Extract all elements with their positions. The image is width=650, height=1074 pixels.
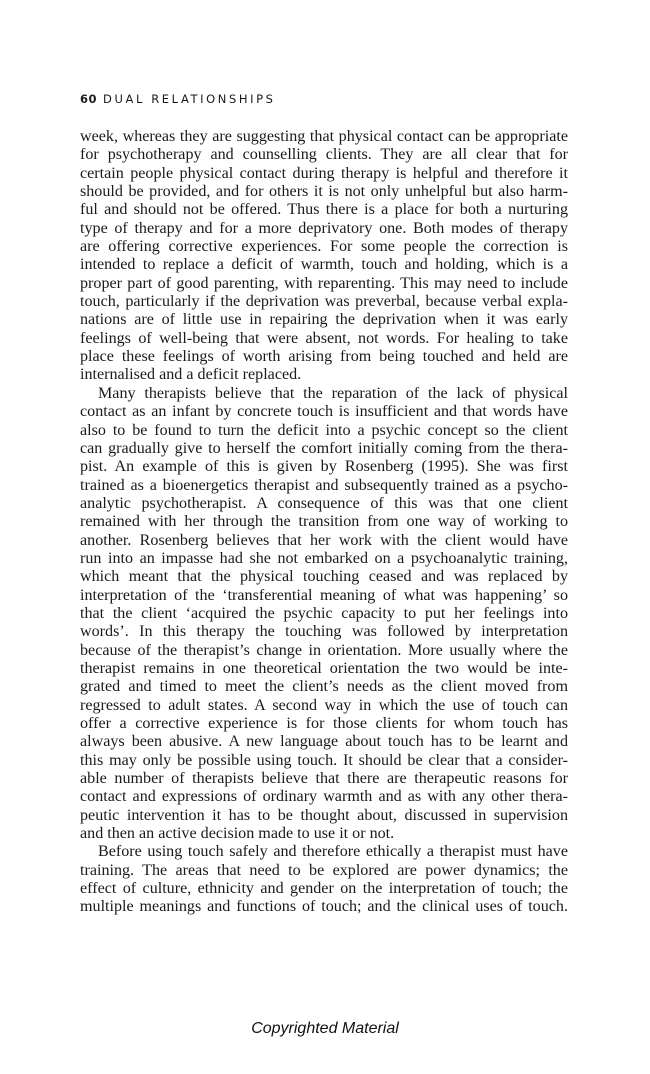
text-line: for psychotherapy and counselling clients. They are all clear that for (80, 146, 568, 164)
text-line: ful and should not be offered. Thus there is a place for both a nurturing (80, 201, 568, 219)
text-line: can gradually give to herself the comfort initially coming from the thera- (80, 439, 568, 457)
text-line: regressed to adult states. A second way in which the use of touch can (80, 696, 568, 714)
text-line: multiple meanings and functions of touch; and the clinical uses of touch. (80, 898, 568, 916)
text-line: week, whereas they are suggesting that physical contact can be appropriate (80, 128, 568, 145)
text-line: pist. An example of this is given by Rosenberg (1995). She was first (80, 458, 568, 476)
text-line: able number of therapists believe that there are therapeutic reasons for (80, 770, 568, 788)
text-line: remained with her through the transition from one way of working to (80, 513, 568, 531)
text-line: place these feelings of worth arising from being touched and held are (80, 348, 568, 366)
text-line: also to be found to turn the deficit into a psychic concept so the client (80, 421, 568, 439)
text-line: should be provided, and for others it is not only unhelpful but also harm- (80, 183, 568, 201)
text-line: certain people physical contact during therapy is helpful and therefore it (80, 164, 568, 182)
text-line: that the client ‘acquired the psychic capacity to put her feelings into (80, 604, 568, 622)
text-line: another. Rosenberg believes that her work with the client would have (80, 531, 568, 549)
running-title: DUAL RELATIONSHIPS (103, 92, 276, 106)
text-line: peutic intervention it has to be thought about, discussed in supervision (80, 806, 568, 824)
text-line: effect of culture, ethnicity and gender on the interpretation of touch; the (80, 880, 568, 898)
text-line: words’. In this therapy the touching was followed by interpretation (80, 623, 568, 641)
text-line: therapist remains in one theoretical orientation the two would be inte- (80, 659, 568, 677)
text-line: interpretation of the ‘transferential meaning of what was happening’ so (80, 586, 568, 604)
text-line: offer a corrective experience is for those clients for whom touch has (80, 715, 568, 732)
text-line: this may only be possible using touch. It should be clear that a consider- (80, 751, 568, 769)
text-line: trained as a bioenergetics therapist and subsequently trained as a psycho- (80, 476, 568, 494)
body-text (80, 128, 568, 917)
page-number: 60 (80, 92, 98, 106)
text-line: type of therapy and for a more deprivatory one. Both modes of therapy (80, 219, 568, 237)
text-line: analytic psychotherapist. A consequence of this was that one client (80, 494, 568, 512)
text-line: intended to replace a deficit of warmth, touch and holding, which is a (80, 256, 568, 274)
text-line: run into an impasse had she not embarked on a psychoanalytic training, (80, 549, 568, 567)
text-line: contact and expressions of ordinary warmth and as with any other thera- (80, 788, 568, 806)
paragraph-first-line: Many therapists believe that the reparation of the lack of physical (98, 384, 568, 402)
text-line: and then an active decision made to use it or not. (80, 825, 395, 843)
text-line: because of the therapist’s change in orientation. More usually where the (80, 641, 568, 659)
text-line: are offering corrective experiences. For some people the correction is (80, 238, 568, 256)
copyright-watermark: Copyrighted Material (251, 1020, 399, 1037)
text-line: nations are of little use in repairing the deprivation when it was early (80, 311, 568, 329)
running-header (80, 92, 276, 106)
paragraph-first-line: Before using touch safely and therefore ethically a therapist must have (98, 843, 568, 861)
text-line: always been abusive. A new language about touch has to be learnt and (80, 733, 568, 751)
text-line: grated and timed to meet the client’s needs as the client moved from (80, 678, 568, 696)
text-line: contact as an infant by concrete touch is insufficient and that words have (80, 403, 568, 421)
text-line: internalised and a deficit replaced. (80, 366, 302, 384)
text-line: which meant that the physical touching ceased and was replaced by (80, 568, 568, 586)
text-line: feelings of well-being that were absent, not words. For healing to take (80, 329, 568, 347)
text-line: training. The areas that need to be explored are power dynamics; the (80, 861, 568, 879)
text-line: touch, particularly if the deprivation was preverbal, because verbal expla- (80, 293, 568, 311)
text-line: proper part of good parenting, with reparenting. This may need to include (80, 274, 568, 292)
